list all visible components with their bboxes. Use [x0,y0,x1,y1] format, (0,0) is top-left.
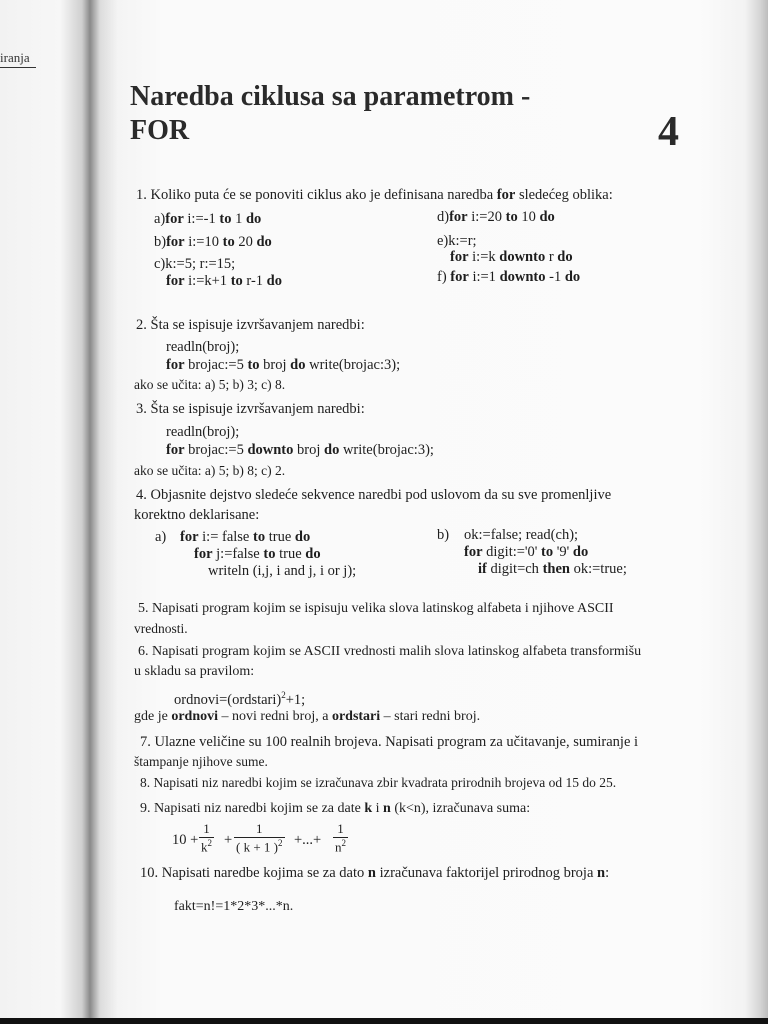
q4-b-line2: for digit:='0' to '9' do [464,544,589,560]
q6-line2: u skladu sa pravilom: [134,664,255,679]
q9-plus-dots: +...+ [294,832,322,848]
q6-line1: 6. Napisati program kojim se ASCII vrednosti malih slova latinskog alfabeta transformišu [138,644,642,659]
q1-b: b)for i:=10 to 20 do [154,234,272,250]
q4-a-label: a) [155,529,167,545]
q1-f: f) for i:=1 downto -1 do [437,269,581,285]
q9-sum-start: 10 + [172,832,199,848]
q7-line1: 7. Ulazne veličine su 100 realnih brojeva. Napisati program za učitavanje, sumiranje i [140,734,639,750]
q4-intro-line1: 4. Objasnite dejstvo sledeće sekvence naredbi pod uslovom da su sve promenljive [136,487,612,503]
chapter-title-line2: FOR [130,115,190,146]
q5-line2: vrednosti. [134,621,188,636]
previous-page-rule [0,67,36,68]
q9-fraction-3 [333,821,348,855]
q1-e-line1: e)k:=r; [437,233,477,249]
q6-formula: ordnovi=(ordstari)$^2$+1; [174,690,306,708]
q10-formula: fakt=n!=1*2*3*...*n. [174,899,294,914]
q4-intro-line2: korektno deklarisane: [134,507,260,523]
q9-fraction-3-denominator: $n^2$ [335,838,346,855]
q3-line2: for brojac:=5 downto broj do write(brojac:3); [166,442,434,458]
q8-line1: 8. Napisati niz naredbi kojim se izračunava zbir kvadrata prirodnih brojeva od 15 do 25. [140,775,617,790]
q9-fraction-2 [234,821,285,855]
q2-line1: readln(broj); [166,339,240,355]
q9-line1: 9. Napisati niz naredbi kojim se za date k i n (k<n), izračunava suma: [140,801,531,816]
q4-b-label: b) [437,527,450,543]
q9-fraction-1 [199,821,214,855]
q9-fraction-2-denominator: ( k + 1 )$^2$ [236,838,283,855]
q4-a-line1: for i:= false to true do [180,529,311,545]
q1-e-line2: for i:=k downto r do [450,249,573,265]
q10-line1: 10. Napisati naredbe kojima se za dato n izračunava faktorijel prirodnog broja n: [140,865,610,881]
q9-plus: + [224,832,233,848]
q1-d: d)for i:=20 to 10 do [437,209,555,225]
q9-fraction-1-numerator: 1 [203,821,210,836]
chapter-number: 4 [658,109,679,155]
scan-edge [0,1018,768,1024]
q2-intro: 2. Šta se ispisuje izvršavanjem naredbi: [136,317,365,333]
q1-intro: 1. Koliko puta će se ponoviti ciklus ako je definisana naredba for sledećeg oblika: [136,187,613,203]
q4-b-line3: if digit=ch then ok:=true; [478,561,627,577]
q4-b-line1: ok:=false; read(ch); [464,527,579,543]
q9-fraction-3-numerator: 1 [337,821,344,836]
q2-line2: for brojac:=5 to broj do write(brojac:3); [166,357,401,373]
q4-a-line3: writeln (i,j, i and j, i or j); [208,563,357,579]
q9-fraction-1-denominator: $k^2$ [201,838,212,855]
q1-c-line2: for i:=k+1 to r-1 do [166,273,282,289]
chapter-title [130,80,530,148]
q1-a: a)for i:=-1 to 1 do [154,211,262,227]
q7-line2: štampanje njihove sume. [134,754,268,769]
q3-answer: ako se učita: a) 5; b) 8; c) 2. [134,463,286,478]
q3-intro: 3. Šta se ispisuje izvršavanjem naredbi: [136,401,365,417]
q2-answer: ako se učita: a) 5; b) 3; c) 8. [134,377,286,392]
q3-line1: readln(broj); [166,424,240,440]
q1-c-line1: c)k:=5; r:=15; [154,256,236,272]
q9-fraction-2-numerator: 1 [256,821,263,836]
chapter-title-line1: Naredba ciklusa sa parametrom - [130,81,531,112]
q5-line1: 5. Napisati program kojim se ispisuju velika slova latinskog alfabeta i njihove ASCII [138,601,614,616]
q4-a-line2: for j:=false to true do [194,546,321,562]
previous-page-fragment: iranja [0,50,30,65]
q6-note: gde je ordnovi – novi redni broj, a ordstari – stari redni broj. [134,709,481,724]
